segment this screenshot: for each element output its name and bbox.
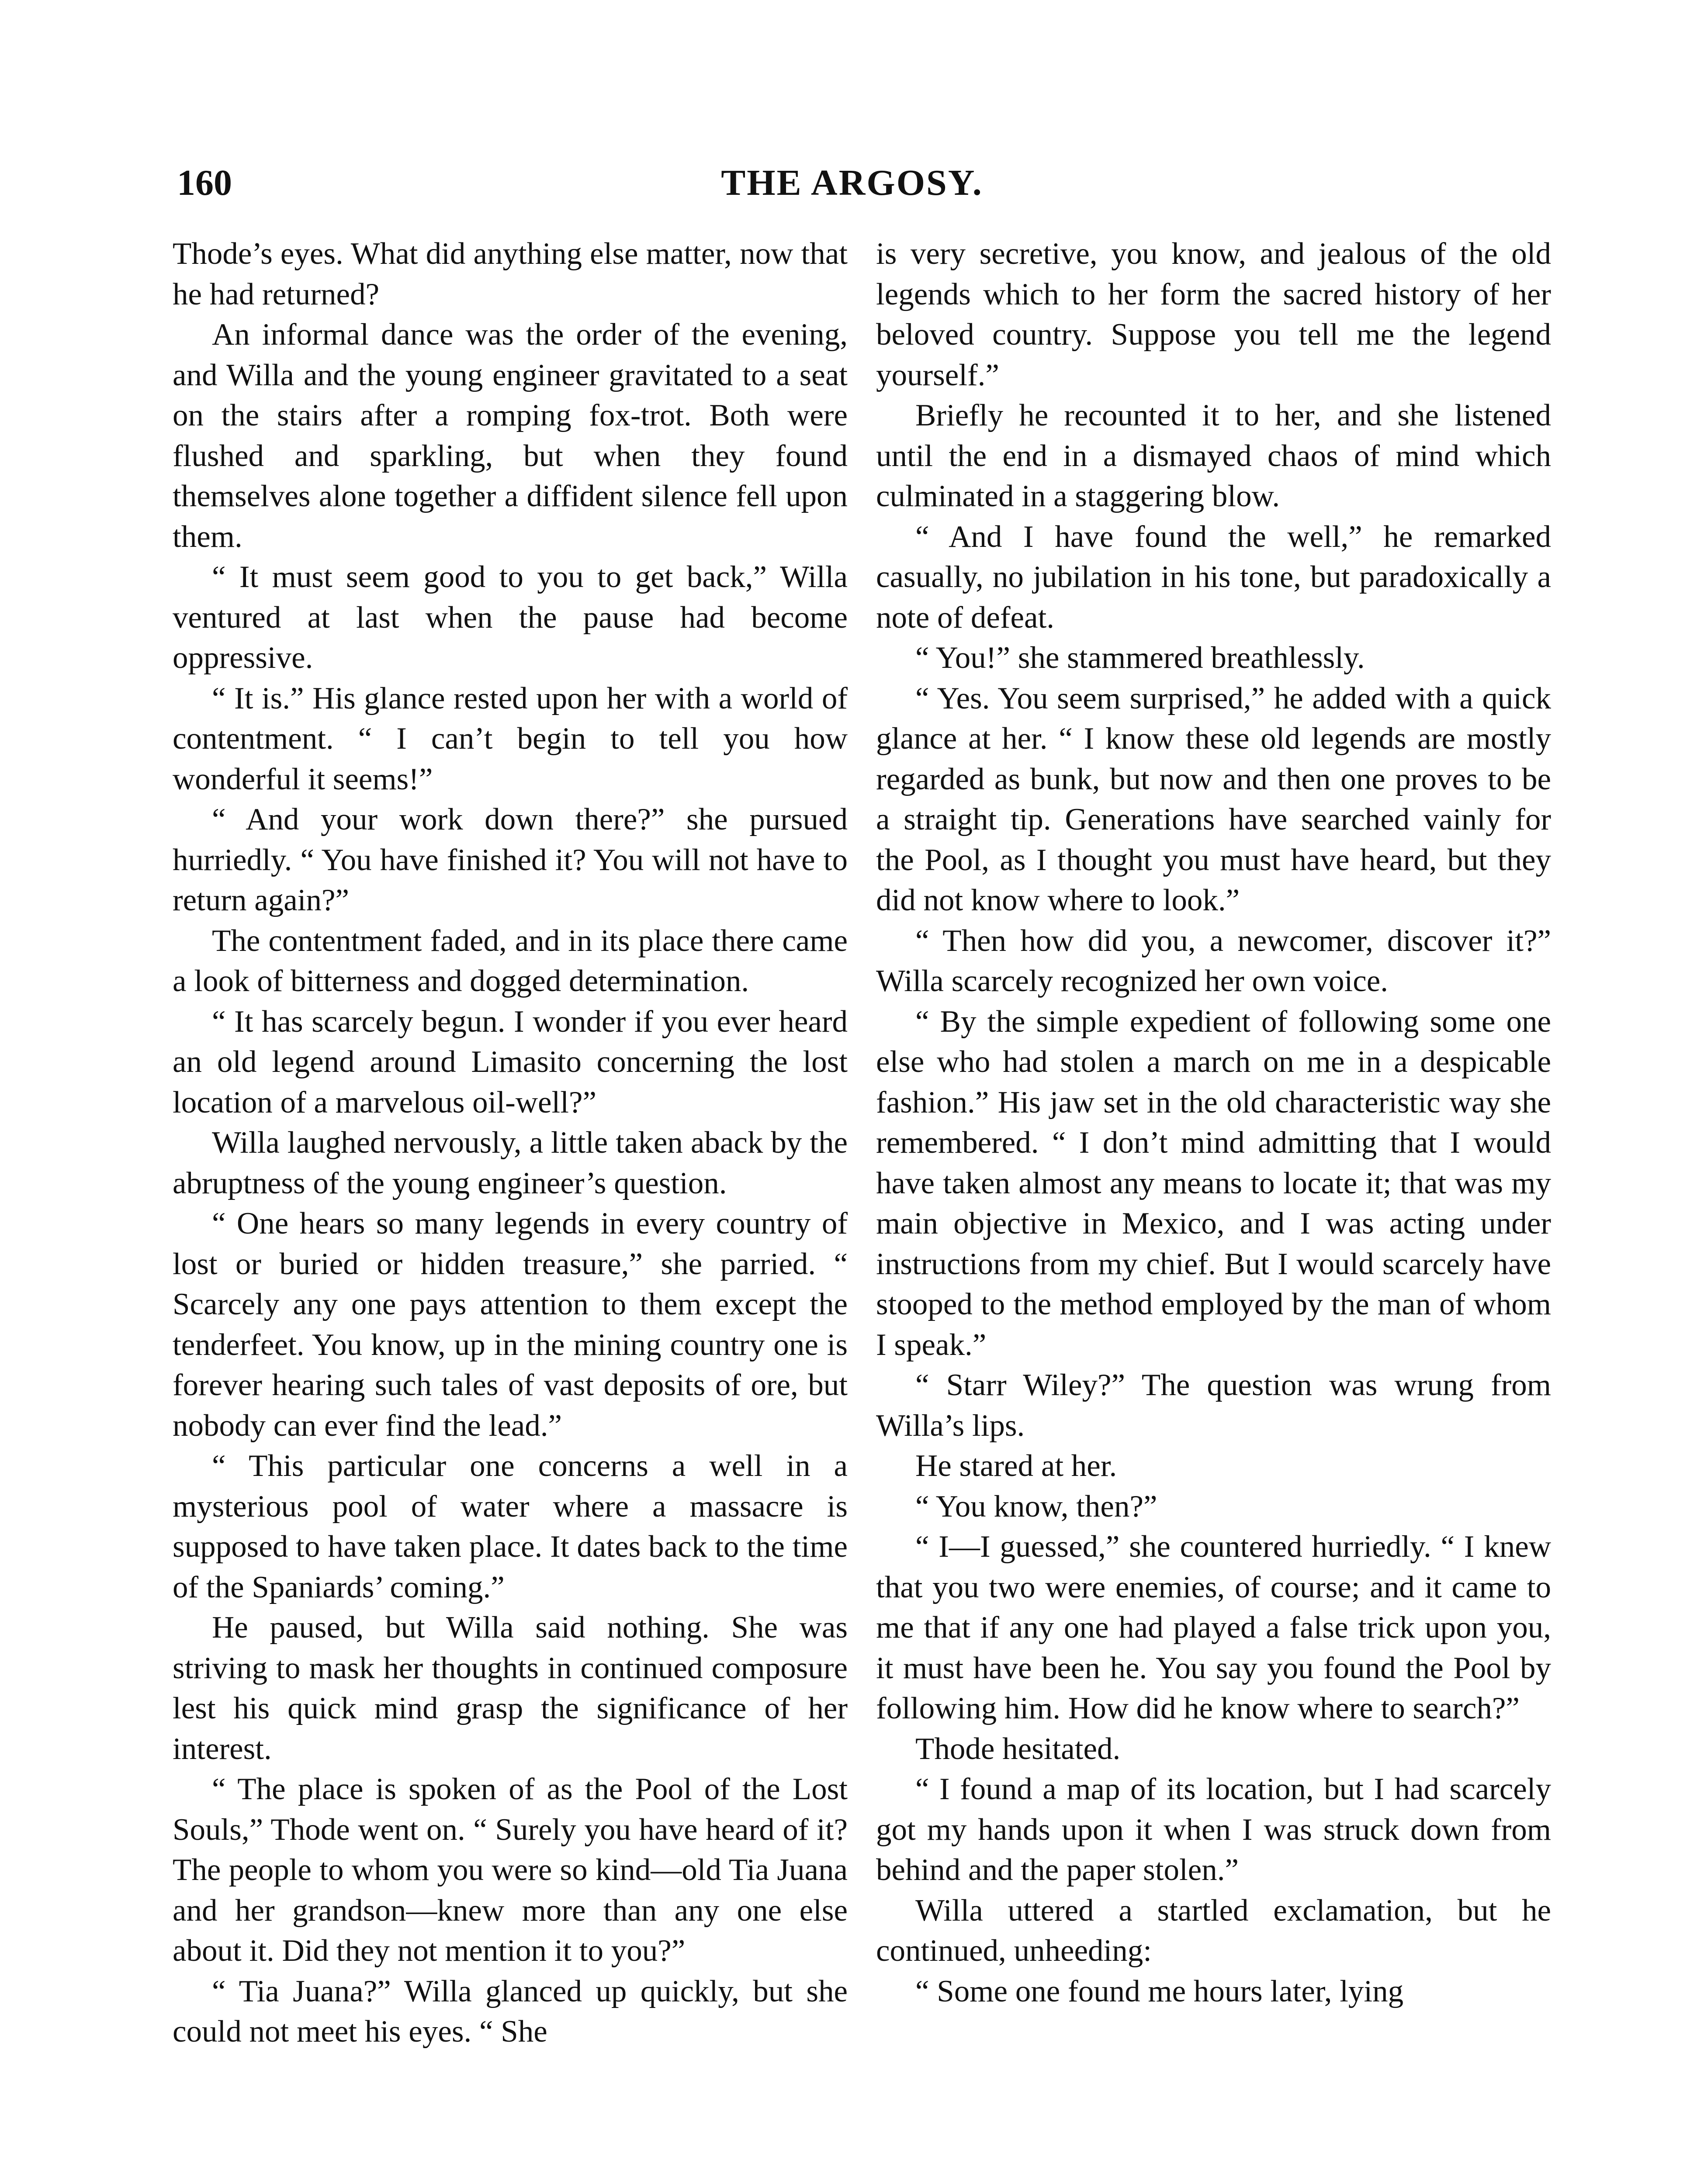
paragraph: “ By the simple expedient of following some one else who had stolen a march on me in a despicable fashion.” His jaw set in the old characteristic way she remembered. “ I don’t mind admitting that I would have taken almost any means to locate it; that was my main objective in Mexico, and I was acting under instructions from my chief. But I would scarcely have stooped to the method employed by the man of whom I speak.” xyxy=(876,1004,1551,1362)
paragraph: “ The place is spoken of as the Pool of the Lost Souls,” Thode went on. “ Surely you have heard of it? The people to whom you were so kind—old Tia Juana and her grandson—knew more than any one else about it. Did they not mention it to you?” xyxy=(173,1772,848,1968)
paragraph: Willa uttered a startled exclamation, but he continued, unheeding: xyxy=(876,1893,1551,1968)
paragraph: “ Yes. You seem surprised,” he added with a quick glance at her. “ I know these old legends are mostly regarded as bunk, but now and then one proves to be a straight tip. Generations have searched vainly for the Pool, as I thought you must have heard, but they did not know where to look.” xyxy=(876,681,1551,917)
paragraph: Willa laughed nervously, a little taken aback by the abruptness of the young engineer’s question. xyxy=(173,1126,848,1200)
paragraph: He paused, but Willa said nothing. She was striving to mask her thoughts in continued composure lest his quick mind grasp the significance of her interest. xyxy=(173,1610,848,1766)
paragraph: “ It has scarcely begun. I wonder if you ever heard an old legend around Limasito concerning the lost location of a marvelous oil-well?” xyxy=(173,1004,848,1120)
paragraph: “ You!” she stammered breathlessly. xyxy=(915,641,1365,675)
paragraph: Thode hesitated. xyxy=(915,1731,1121,1766)
page-number: 160 xyxy=(177,162,232,203)
paragraph: “ And I have found the well,” he remarked casually, no jubilation in his tone, but paradoxically a note of defeat. xyxy=(876,519,1551,635)
paragraph: “ I—I guessed,” she countered hurriedly. “ I knew that you two were enemies, of course; and it came to me that if any one had played a false trick upon you, it must have been he. You say you found the Pool by following him. How did he know where to search?” xyxy=(876,1530,1551,1725)
paragraph: is very secretive, you know, and jealous of the old legends which to her form the sacred history of her beloved country. Suppose you tell me the legend yourself.” xyxy=(876,237,1551,392)
paragraph: He stared at her. xyxy=(915,1449,1117,1483)
paragraph: “ It must seem good to you to get back,” Willa ventured at last when the pause had become oppressive. xyxy=(173,560,848,675)
paragraph: “ This particular one concerns a well in a mysterious pool of water where a massacre is supposed to have taken place. It dates back to the time of the Spaniards’ coming.” xyxy=(173,1449,848,1604)
paragraph: “ One hears so many legends in every country of lost or buried or hidden treasure,” she parried. “ Scarcely any one pays attention to them except the tenderfeet. You know, up in the mining country one is forever hearing such tales of vast deposits of ore, but nobody can ever find the lead.” xyxy=(173,1206,848,1443)
running-head: THE ARGOSY. xyxy=(721,162,983,203)
right-column xyxy=(876,234,1551,2011)
paragraph: “ Starr Wiley?” The question was wrung from Willa’s lips. xyxy=(876,1368,1551,1443)
page-header xyxy=(0,162,1704,210)
paragraph: “ I found a map of its location, but I had scarcely got my hands upon it when I was struck down from behind and the paper stolen.” xyxy=(876,1772,1551,1887)
left-column xyxy=(173,234,848,2052)
paragraph: “ Tia Juana?” Willa glanced up quickly, but she could not meet his eyes. “ She xyxy=(173,1974,848,2049)
paragraph: “ Then how did you, a newcomer, discover it?” Willa scarcely recognized her own voice. xyxy=(876,923,1551,998)
paragraph: “ You know, then?” xyxy=(915,1489,1157,1524)
paragraph: “ It is.” His glance rested upon her with a world of contentment. “ I can’t begin to tell you how wonderful it seems!” xyxy=(173,681,848,796)
paragraph: Briefly he recounted it to her, and she listened until the end in a dismayed chaos of mind which culminated in a staggering blow. xyxy=(876,398,1551,513)
paragraph: An informal dance was the order of the evening, and Willa and the young engineer gravitated to a seat on the stairs after a romping fox-trot. Both were flushed and sparkling, but when they found themselves alone together a diffident silence fell upon them. xyxy=(173,318,848,554)
paragraph: The contentment faded, and in its place there came a look of bitterness and dogged determination. xyxy=(173,923,848,998)
paragraph: “ And your work down there?” she pursued hurriedly. “ You have finished it? You will not have to return again?” xyxy=(173,802,848,917)
paragraph: “ Some one found me hours later, lying xyxy=(915,1974,1404,2008)
paragraph: Thode’s eyes. What did anything else matter, now that he had returned? xyxy=(173,237,848,311)
